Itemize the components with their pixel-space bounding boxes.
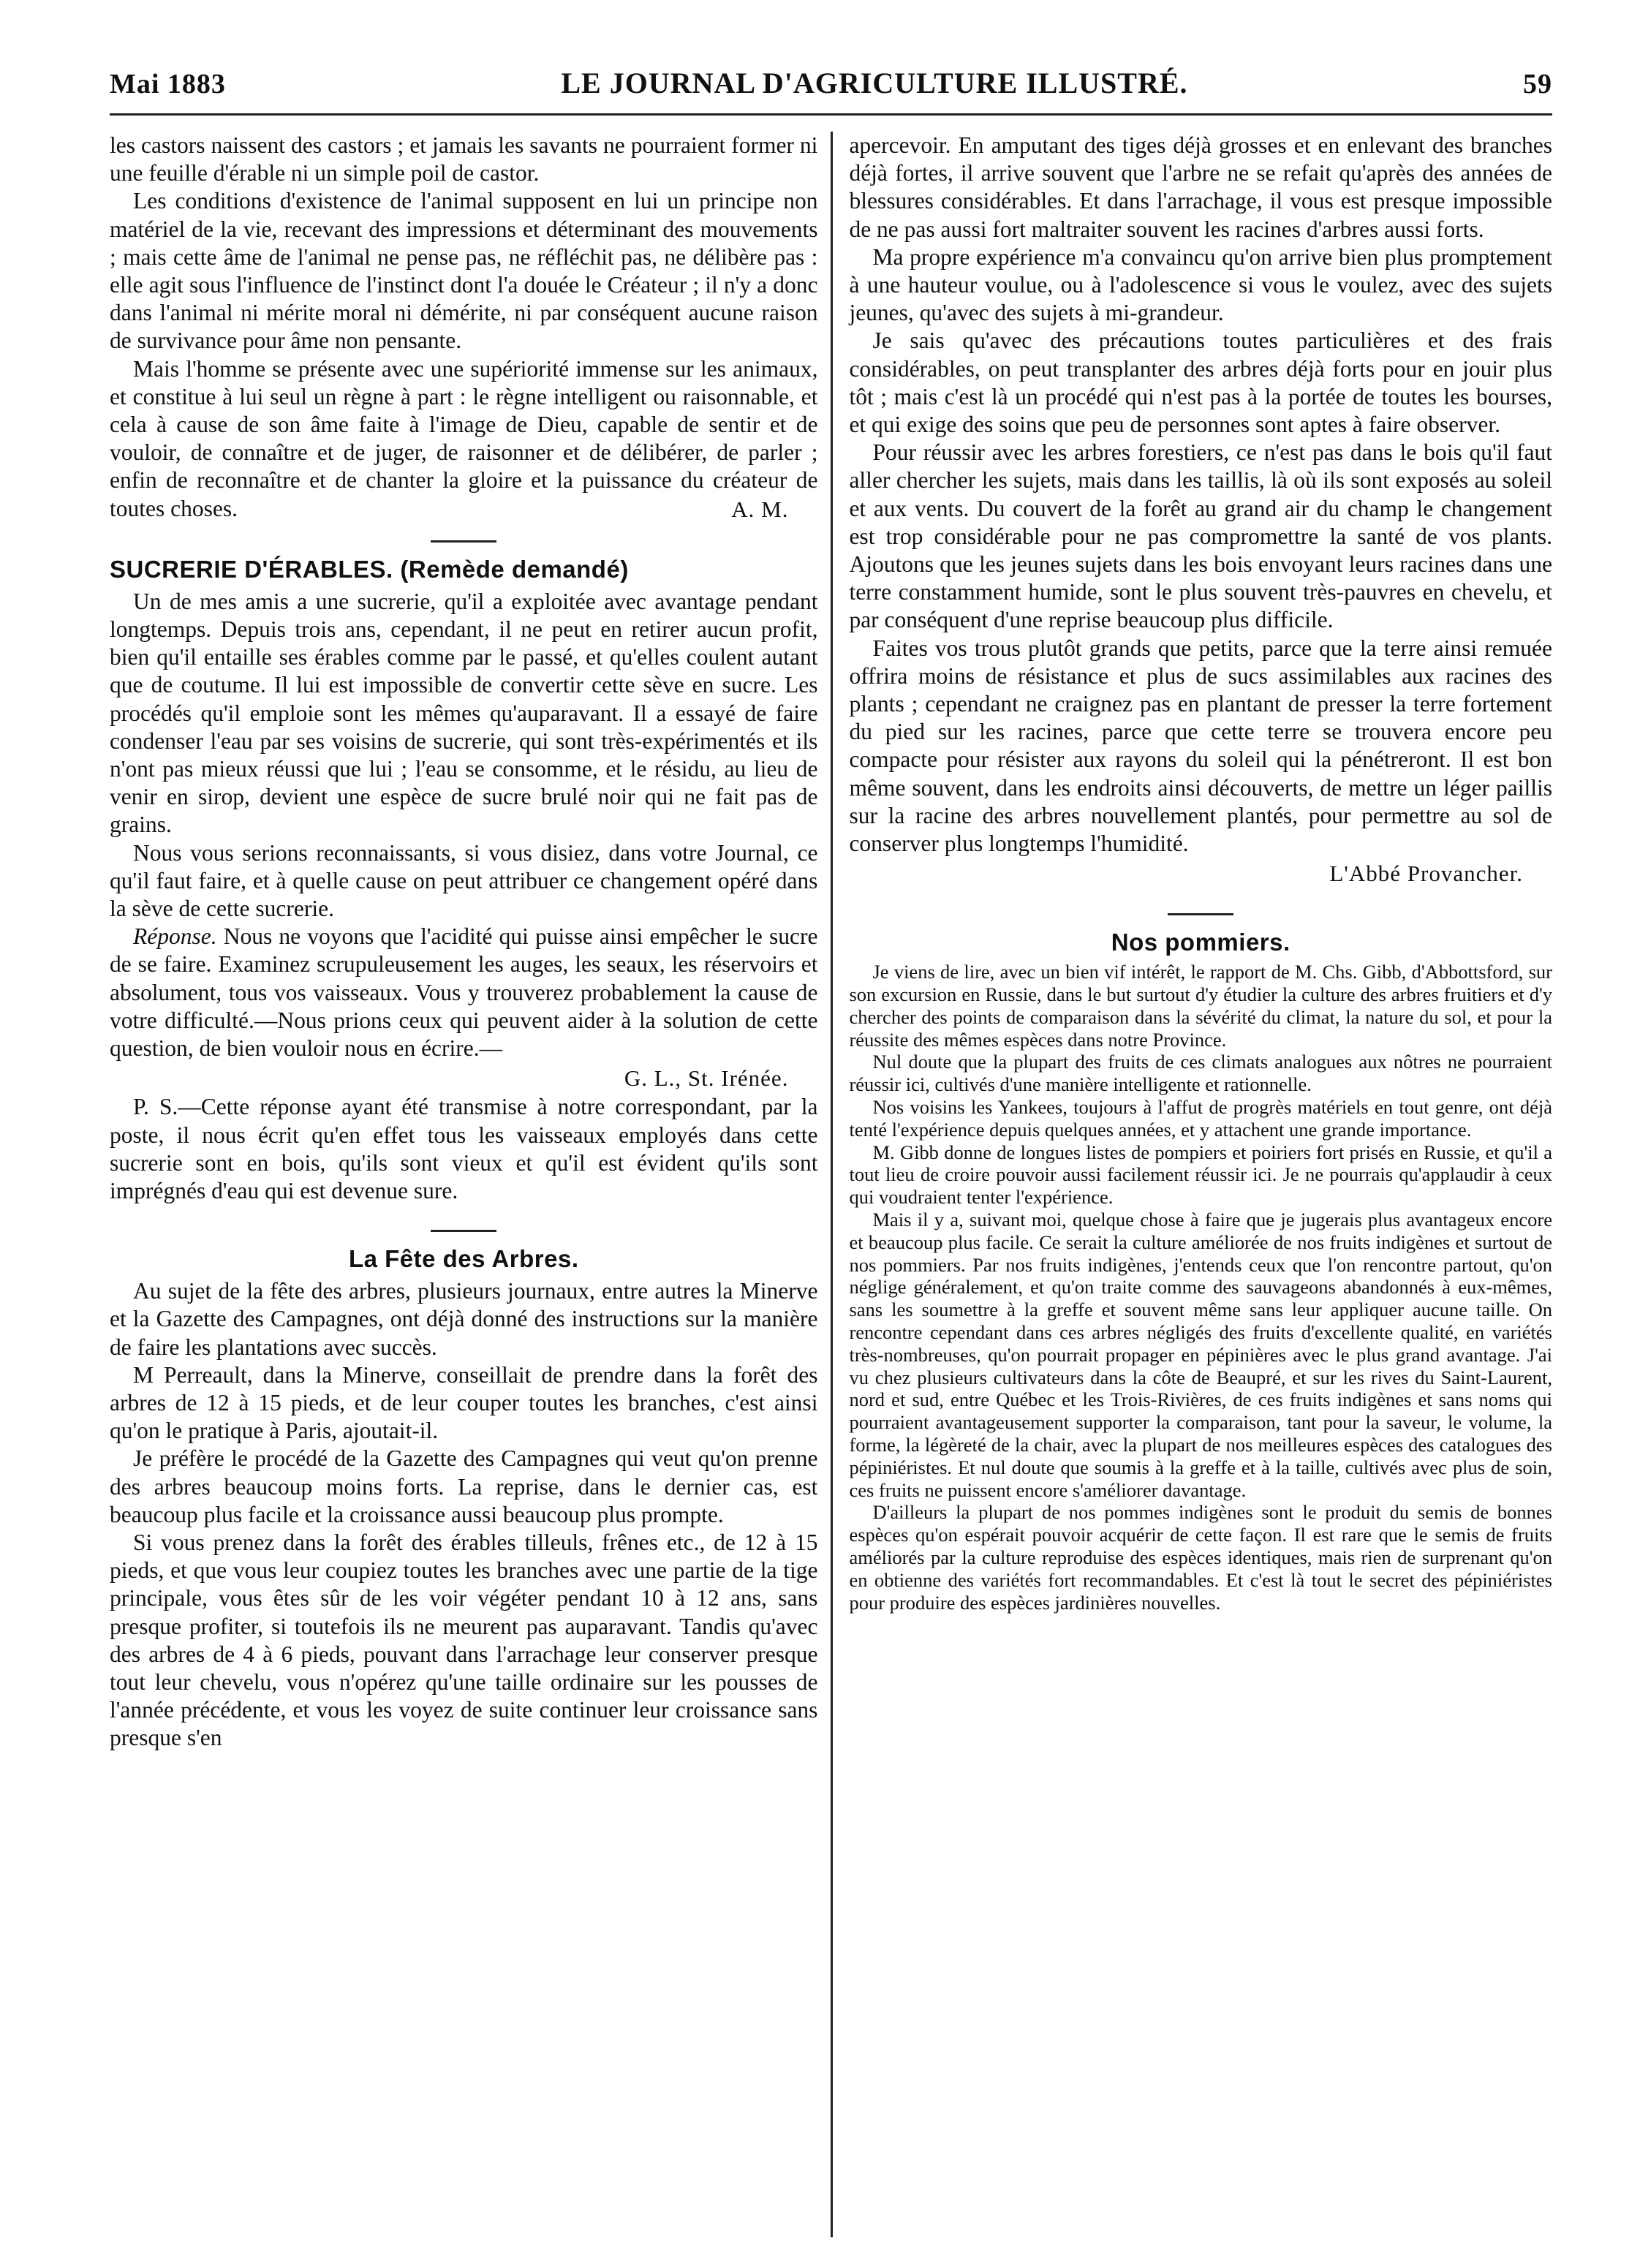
- paragraph: Pour réussir avec les arbres forestiers, ce n'est pas dans le bois qu'il faut aller chercher les sujets, mais dans les taillis, là où ils sont exposés au soleil et aux vents. Du couvert de la forêt au grand air du champ le changement est trop considérable pour ne pas compromettre la santé de vos plants. Ajoutons que les jeunes sujets dans les bois envoyant leurs racines dans une terre constamment humide, sont le plus souvent très-pauvres en chevelu, et par conséquent d'une reprise beaucoup plus difficile.: [849, 439, 1552, 633]
- paragraph: Nul doute que la plupart des fruits de ces climats analogues aux nôtres ne pourraient réussir ici, cultivés d'une manière intelligente et rationnelle.: [849, 1051, 1552, 1096]
- page-number: 59: [1522, 69, 1552, 99]
- pommiers-article: [849, 961, 1552, 1614]
- signature-gl: G. L., St. Irénée.: [624, 1065, 789, 1092]
- left-column: [110, 132, 831, 2237]
- paragraph: Un de mes amis a une sucrerie, qu'il a exploitée avec avantage pendant longtemps. Depuis trois ans, cependant, il ne peut en retirer aucun profit, bien qu'il entaille ses érables comme par le passé, et qu'elles coulent autant que de coutume. Il lui est impossible de convertir cette sève en sucre. Les procédés qu'il emploie sont les mêmes qu'auparavant. Il a essayé de faire condenser l'eau par ses voisins de sucrerie, qui sont très-expérimentés et ils n'ont pas mieux réussi que lui ; l'eau se consomme, et le résidu, au lieu de venir en sirop, devient une espèce de sucre brulé noir qui ne fait pas de grains.: [110, 588, 818, 838]
- paragraph: D'ailleurs la plupart de nos pommes indigènes sont le produit du semis de bonnes espèces qu'on espérait pouvoir acquérir de cette façon. Il est rare que le semis de fruits améliorés par la culture reproduise des espèces identiques, mais rien de surprenant qu'on en obtienne des variétés fort recommandables. Et c'est là tout le secret des pépiniéristes pour produire des espèces jardinières nouvelles.: [849, 1501, 1552, 1614]
- paragraph: Ma propre expérience m'a convaincu qu'on arrive bien plus promptement à une hauteur voulue, ou à l'adolescence si vous le voulez, avec des sujets jeunes, qu'avec des sujets à mi-grandeur.: [849, 243, 1552, 326]
- paragraph: Faites vos trous plutôt grands que petits, parce que la terre ainsi remuée offrira moins de résistance et plus de sucs assimilables aux racines des plants ; cependant ne craignez pas en plantant de presser la terre fortement du pied sur les racines, parce que cette terre se trouvera encore peu compacte pour résister aux rayons du soleil qui la pénétreront. Il est bon même souvent, dans les endroits ainsi découverts, de mettre un léger paillis sur la racine des arbres nouvellement plantés, pour permettre au sol de conserver plus longtemps l'humidité.: [849, 635, 1552, 857]
- reponse-label: Réponse.: [133, 923, 217, 950]
- divider: [1168, 913, 1233, 915]
- page-header: [110, 66, 1552, 116]
- paragraph: Au sujet de la fête des arbres, plusieurs journaux, entre autres la Minerve et la Gazette des Campagnes, ont déjà donné des instructions sur la manière de faire les plantations avec succès.: [110, 1278, 818, 1360]
- paragraph: Si vous prenez dans la forêt des érables tilleuls, frênes etc., de 12 à 15 pieds, et que vous leur coupiez toutes les branches avec une partie de la tige principale, vous êtes sûr de les voir végéter pendant 10 à 12 ans, sans presque profiter, si toutefois ils ne meurent pas auparavant. Tandis qu'avec des arbres de 4 à 6 pieds, pouvant dans l'arrachage leur conserver presque tout leur chevelu, vous n'opérez qu'une taille ordinaire sur les pousses de l'année précédente, et vous les voyez de suite continuer leur croissance sans presque s'en: [110, 1529, 818, 1751]
- journal-title: LE JOURNAL D'AGRICULTURE ILLUSTRÉ.: [561, 67, 1188, 99]
- paragraph: M Perreault, dans la Minerve, conseillait de prendre dans la forêt des arbres de 12 à 15 pieds, et de leur couper toutes les branches, c'est ainsi qu'on le pratique à Paris, ajoutait-il.: [110, 1361, 818, 1444]
- paragraph: Je préfère le procédé de la Gazette des Campagnes qui veut qu'on prenne des arbres beaucoup moins forts. La reprise, dans le dernier cas, est beaucoup plus facile et la croissance aussi beaucoup plus prompte.: [110, 1445, 818, 1527]
- divider: [431, 1230, 496, 1232]
- divider: [431, 540, 496, 543]
- right-column: [831, 132, 1552, 2237]
- signature-am: A. M.: [731, 496, 789, 522]
- paragraph: les castors naissent des castors ; et jamais les savants ne pourraient former ni une feuille d'érable ni un simple poil de castor.: [110, 132, 818, 186]
- paragraph: Les conditions d'existence de l'animal supposent en lui un principe non matériel de la vie, recevant des impressions et déterminant des mouvements ; mais cette âme de l'animal ne pense pas, ne réfléchit pas, ne délibère pas : elle agit sous l'influence de l'instinct dont l'a douée le Créateur ; il n'y a donc dans l'animal ni mérite moral ni démérite, ni par conséquent aucune raison de survivance pour âme non pensante.: [110, 188, 818, 354]
- paragraph: Mais il y a, suivant moi, quelque chose à faire que je jugerais plus avantageux encore et beaucoup plus facile. Ce serait la culture améliorée de nos fruits indigènes et surtout de nos pommiers. Par nos fruits indigènes, j'entends ceux que l'on rencontre partout, qu'on néglige généralement, et qu'on traite comme des sauvageons abandonnés à eux-mêmes, sans les soumettre à la greffe et souvent même sans leur appliquer aucune taille. On rencontre cependant dans ces arbres négligés des fruits d'excellente qualité, en variétés très-nombreuses, qu'on pourrait propager en pépinières avec le plus grand avantage. J'ai vu chez plusieurs cultivateurs dans la côte de Beaupré, et sur les rives du Saint-Laurent, nord et sud, entre Québec et les Trois-Rivières, de ces fruits indigènes et sans noms qui pourraient avantageusement supporter la comparaison, tant pour la saveur, le volume, la forme, la légèreté de la chair, avec la plupart de nos meilleures espèces des catalogues des pépiniéristes. Et nul doute que soumis à la greffe et à la taille, cultivés avec plus de soin, ces fruits ne puissent encore s'améliorer davantage.: [849, 1209, 1552, 1501]
- paragraph: Nos voisins les Yankees, toujours à l'affut de progrès matériels en tout genre, ont déjà tenté l'expérience depuis quelques années, et y attachent une grande importance.: [849, 1096, 1552, 1141]
- paragraph: Nous vous serions reconnaissants, si vous disiez, dans votre Journal, ce qu'il faut faire, et à quelle cause on peut attribuer ce changement opéré dans la sève de cette sucrerie.: [110, 839, 818, 922]
- paragraph: Je viens de lire, avec un bien vif intérêt, le rapport de M. Chs. Gibb, d'Abbottsford, sur son excursion en Russie, dans le but surtout d'y étudier la culture des arbres fruitiers et d'y chercher des points de comparaison dans la sévérité du climat, la nature du sol, et pour la réussite des mêmes espèces dans notre Province.: [849, 961, 1552, 1051]
- paragraph: Je sais qu'avec des précautions toutes particulières et des frais considérables, on peut transplanter des arbres déjà forts pour en jouir plus tôt ; mais c'est là un procédé qui n'est pas à la portée de toutes les bourses, et qui exige des soins que peu de personnes sont aptes à faire observer.: [849, 328, 1552, 438]
- paragraph: apercevoir. En amputant des tiges déjà grosses et en enlevant des branches déjà fortes, il arrive souvent que l'arbre ne se refait qu'après des années de blessures considérables. Et dans l'arrachage, il vous est presque impossible de ne pas aussi fort maltraiter souvent les racines d'arbres aussi forts.: [849, 132, 1552, 242]
- paragraph: Mais l'homme se présente avec une supériorité immense sur les animaux, et constitue à lui seul un règne à part : le règne intelligent ou raisonnable, et cela à cause de son âme faite à l'image de Dieu, capable de sentir et de vouloir, de connaître et de juger, de raisonner et de délibérer, de parler ; enfin de reconnaître et de chanter la gloire et la puissance du créateur de toutes choses.: [110, 355, 818, 521]
- paragraph: M. Gibb donne de longues listes de pompiers et poiriers fort prisés en Russie, et qu'il a tout lieu de croire pouvoir aussi facilement réussir ici. Je ne pourrais qu'applaudir à ceux qui voudraient tenter l'expérience.: [849, 1141, 1552, 1209]
- paragraph: [110, 923, 817, 1062]
- heading-fete-arbres: La Fête des Arbres.: [348, 1245, 579, 1273]
- columns: [110, 132, 1552, 2237]
- reponse-text: Nous ne voyons que l'acidité qui puisse ainsi empêcher le sucre de se faire. Examinez scrupuleusement les auges, les seaux, les réservoirs et absolument, tous vos vaisseaux. Vous y trouverez probablement la cause de votre difficulté.—Nous prions ceux qui peuvent aider à la solution de cette question, de bien vouloir nous en écrire.—: [110, 923, 818, 1062]
- signature-provancher: L'Abbé Provancher.: [1329, 861, 1523, 887]
- header-date: Mai 1883: [110, 69, 226, 99]
- heading-pommiers: Nos pommiers.: [1111, 929, 1291, 956]
- paragraph: P. S.—Cette réponse ayant été transmise à notre correspondant, par la poste, il nous écrit qu'en effet tous les vaisseaux employés dans cette sucrerie sont en bois, qu'ils sont vieux et qu'il est évident qu'ils sont imprégnés d'eau qui est devenue sure.: [110, 1094, 818, 1203]
- heading-sucrerie: SUCRERIE D'ÉRABLES. (Remède demandé): [110, 555, 629, 583]
